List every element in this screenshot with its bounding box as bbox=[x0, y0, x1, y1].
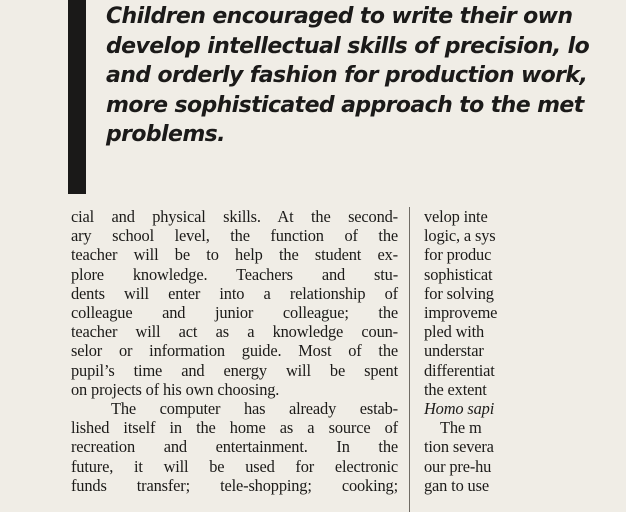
pullquote-line: more sophisticated approach to the met bbox=[106, 92, 584, 118]
body-line: improveme bbox=[424, 303, 498, 323]
body-line: velop inte bbox=[424, 207, 488, 226]
body-line: teacher will act as a knowledge coun- bbox=[71, 322, 398, 342]
body-line: pupil’s time and energy will be spent bbox=[71, 360, 398, 380]
body-line: tion severa bbox=[424, 437, 494, 457]
body-column-left bbox=[71, 207, 398, 495]
pullquote-line: Children encouraged to write their own bbox=[106, 4, 573, 29]
body-line: sophisticat bbox=[424, 264, 493, 284]
body-line: cial and physical skills. At the second- bbox=[71, 207, 398, 226]
pullquote-line: develop intellectual skills of precision, lo bbox=[106, 33, 590, 59]
body-line: ary school level, the function of the bbox=[71, 226, 398, 246]
body-line: teacher will be to help the student ex- bbox=[71, 245, 398, 265]
body-line: selor or information guide. Most of the bbox=[71, 341, 398, 361]
body-line: gan to use bbox=[424, 475, 489, 495]
body-line: funds transfer; tele-shopping; cooking; bbox=[71, 475, 398, 495]
body-line: on projects of his own choosing. bbox=[71, 379, 280, 399]
pullquote-line: problems. bbox=[106, 122, 225, 147]
body-line: plore knowledge. Teachers and stu- bbox=[71, 264, 398, 284]
body-line: differentiat bbox=[424, 360, 495, 380]
body-line: logic, a sys bbox=[424, 226, 496, 246]
pullquote-line: and orderly fashion for production work, bbox=[106, 63, 588, 88]
body-line: for solving bbox=[424, 283, 494, 303]
body-column-right bbox=[424, 207, 624, 495]
body-line: colleague and junior colleague; the bbox=[71, 303, 398, 323]
body-line: The computer has already estab- bbox=[111, 399, 398, 419]
body-line: Homo sapi bbox=[424, 399, 495, 419]
body-line: pled with bbox=[424, 322, 485, 342]
body-line: the extent bbox=[424, 379, 487, 399]
pullquote bbox=[106, 2, 626, 150]
body-line: for produc bbox=[424, 245, 492, 265]
body-line: our pre-hu bbox=[424, 456, 492, 476]
pullquote-bar bbox=[68, 0, 86, 194]
body-line: understar bbox=[424, 341, 484, 361]
body-line: future, it will be used for electronic bbox=[71, 456, 398, 476]
column-divider bbox=[409, 207, 410, 512]
body-line: The m bbox=[440, 418, 482, 438]
body-line: dents will enter into a relationship of bbox=[71, 283, 398, 303]
body-line: lished itself in the home as a source of bbox=[71, 418, 398, 438]
body-line: recreation and entertainment. In the bbox=[71, 437, 398, 457]
